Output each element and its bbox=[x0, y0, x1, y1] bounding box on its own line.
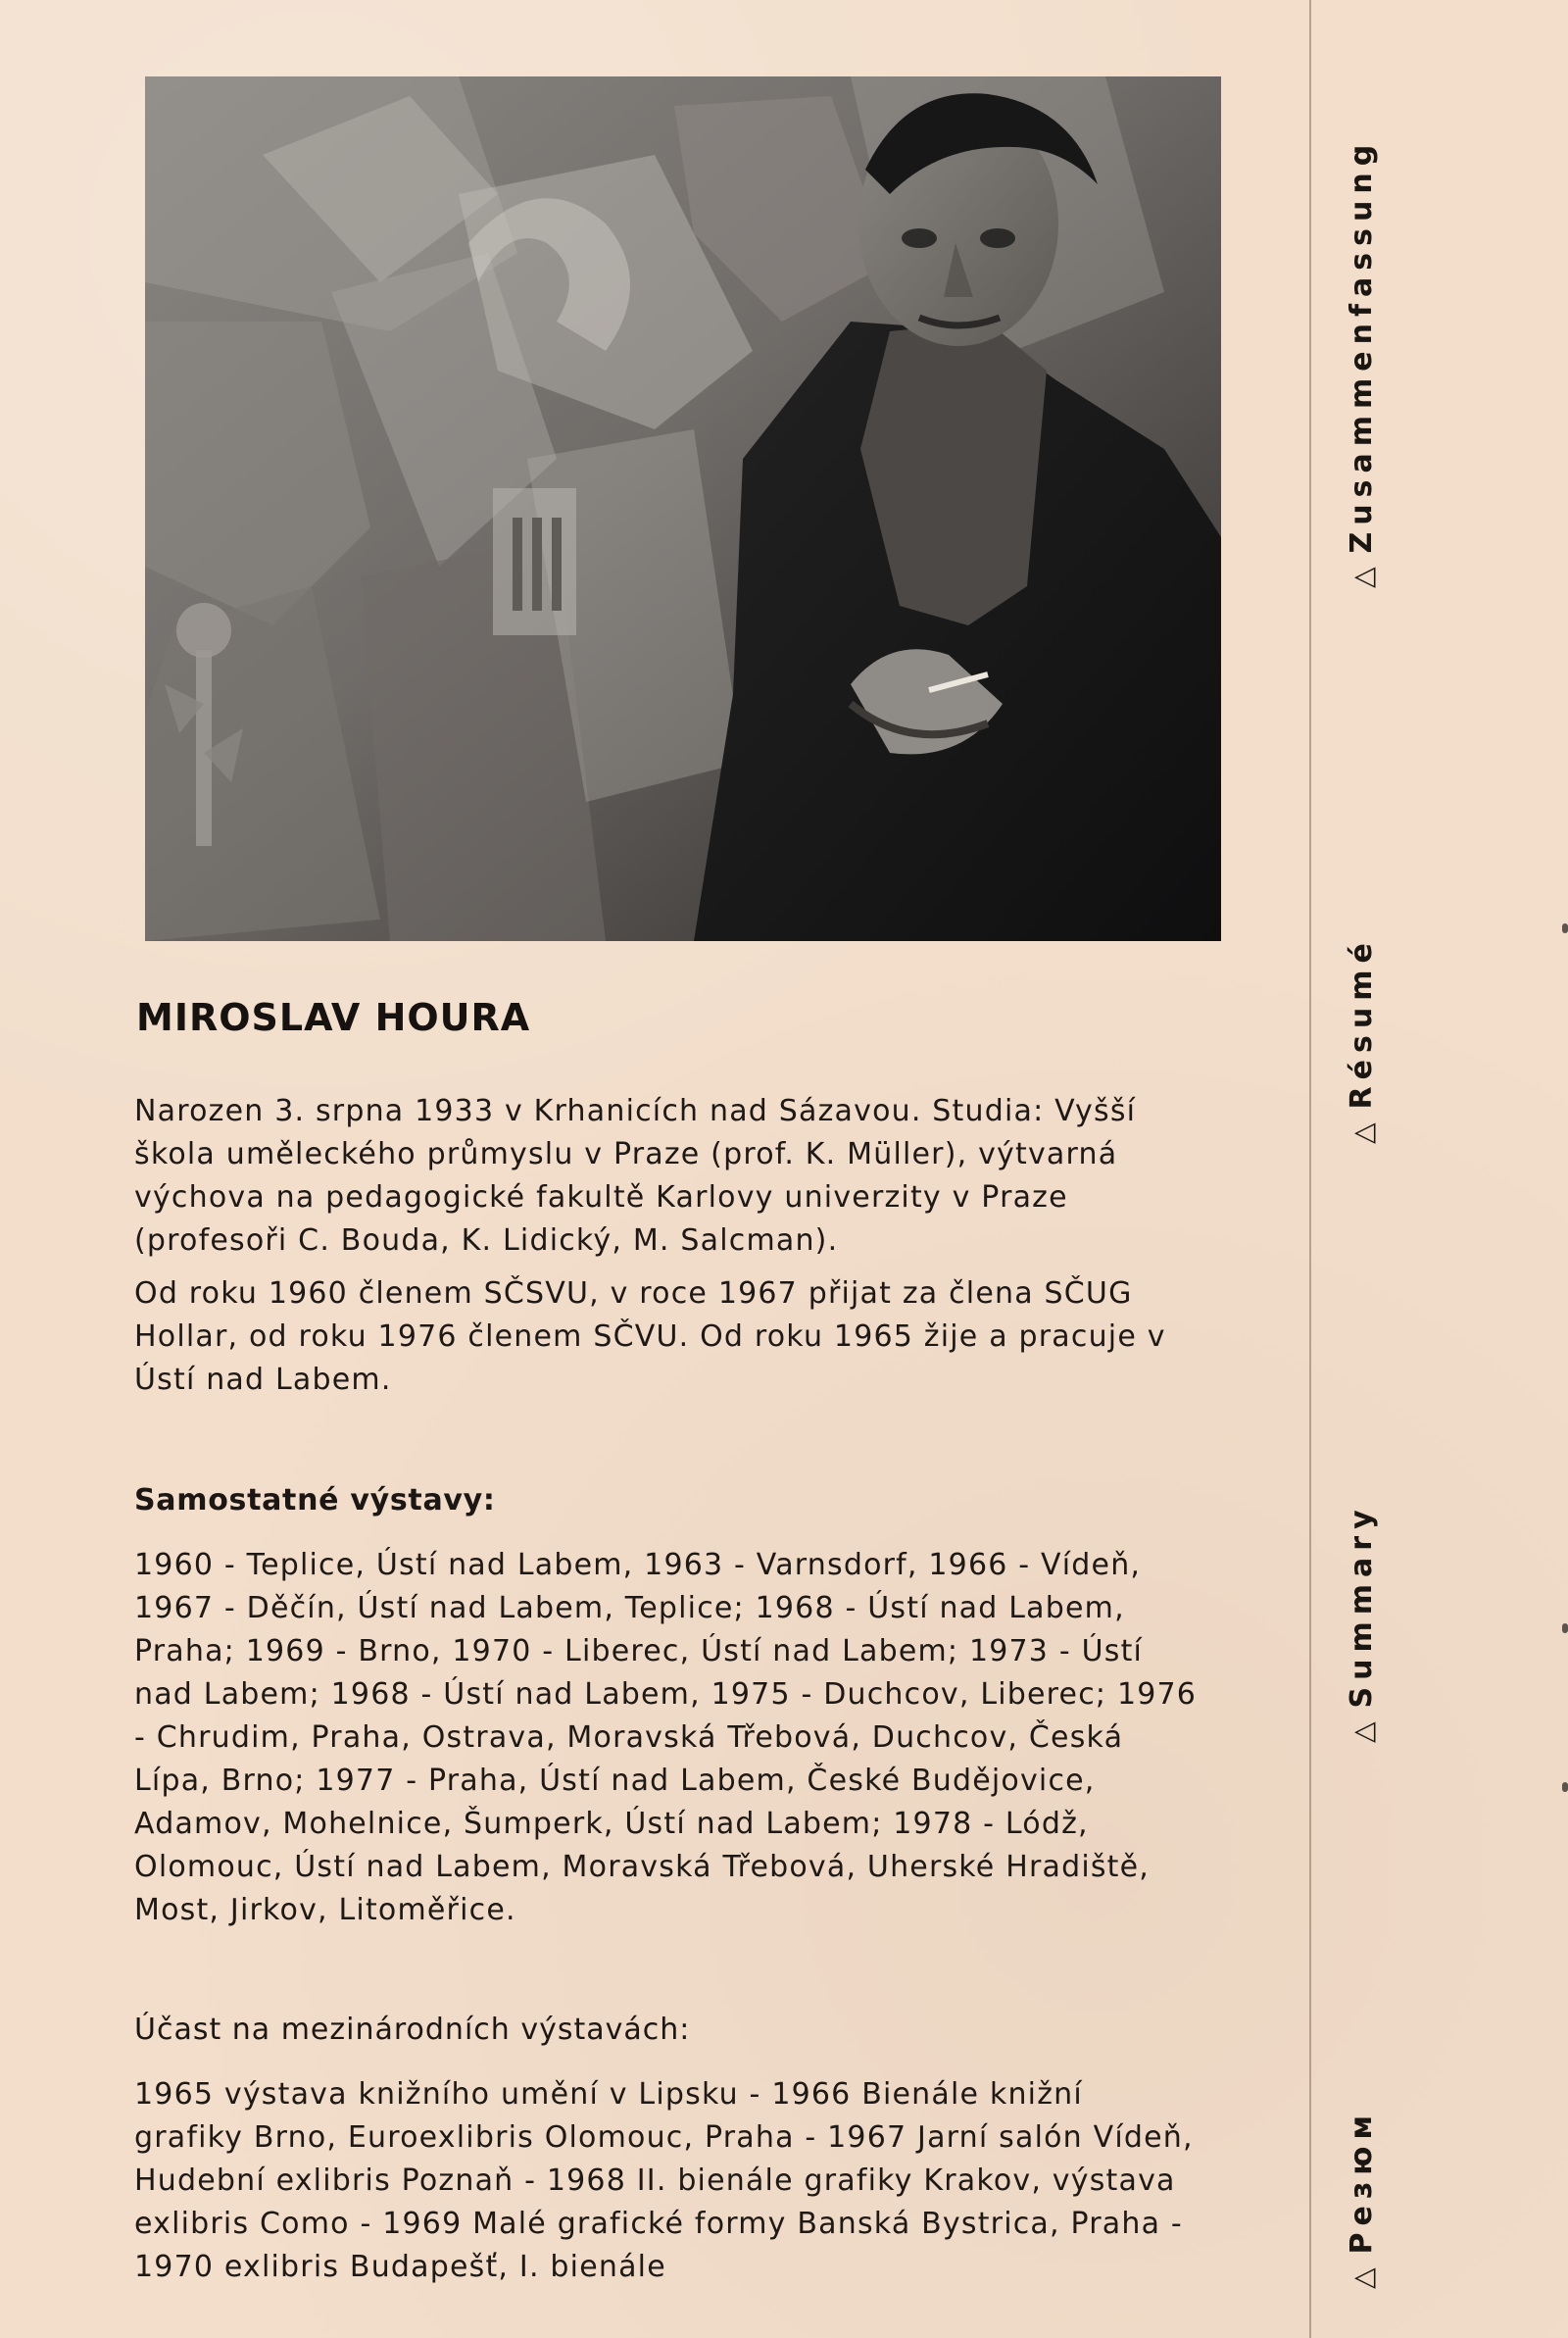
tab-summary[interactable] bbox=[1345, 1503, 1379, 1743]
portrait-photo bbox=[145, 76, 1221, 941]
tab-zusammenfassung[interactable] bbox=[1345, 137, 1379, 588]
triangle-icon: △ bbox=[1347, 1721, 1379, 1743]
scan-mark bbox=[1562, 1782, 1568, 1792]
artist-name: MIROSLAV HOURA bbox=[136, 996, 531, 1039]
scan-mark bbox=[1562, 923, 1568, 933]
international-exhibitions-text: 1965 výstava knižního umění v Lipsku - 1966 Bienále knižní grafiky Brno, Euroexlibris Olomouc, Praha - 1967 Jarní salón Vídeň, Hudební exlibris Poznaň - 1968 II. bienále grafiky Krakov, výstava exlibris Como - 1969 Malé grafické formy Banská Bystrica, Praha - 1970 exlibris Budapešť, I. bienále bbox=[134, 2077, 1194, 2284]
tab-label: Summary bbox=[1345, 1503, 1379, 1709]
triangle-icon: △ bbox=[1347, 2267, 1379, 2289]
triangle-icon: △ bbox=[1347, 1122, 1379, 1144]
solo-exhibitions-text: 1960 - Teplice, Ústí nad Labem, 1963 - Varnsdorf, 1966 - Vídeň, 1967 - Děčín, Ústí nad Labem, Teplice; 1968 - Ústí nad Labem, Praha; 1969 - Brno, 1970 - Liberec, Ústí nad Labem; 1973 - Ústí nad Labem; 1968 - Ústí nad Labem, 1975 - Duchcov, Liberec; 1976 - Chrudim, Praha, Ostrava, Moravská Třebová, Duchcov, Česká Lípa, Brno; 1977 - Praha, Ústí nad Labem, České Budějovice, Adamov, Mohelnice, Šumperk, Ústí nad Labem; 1978 - Lódž, Olomouc, Ústí nad Labem, Moravská Třebová, Uherské Hradiště, Most, Jirkov, Litoměřice. bbox=[134, 1548, 1198, 1927]
triangle-icon: △ bbox=[1347, 567, 1379, 588]
bio-paragraph: Narozen 3. srpna 1933 v Krhanicích nad Sázavou. Studia: Vyšší škola uměleckého průmyslu v Praze (prof. K. Müller), výtvarná výchova na pedagogické fakultě Karlovy univerzity v Praze (profesoři C. Bouda, K. Lidický, M. Salcman). bbox=[134, 1094, 1137, 1258]
tab-resume[interactable] bbox=[1345, 936, 1379, 1144]
international-exhibitions-heading: Účast na mezinárodních výstavách: bbox=[134, 2013, 691, 2047]
tab-label: Резюм bbox=[1345, 2109, 1379, 2255]
tab-rezyume[interactable] bbox=[1345, 2109, 1379, 2289]
bio-paragraph: Od roku 1960 členem SČSVU, v roce 1967 přijat za člena SČUG Hollar, od roku 1976 členem SČVU. Od roku 1965 žije a pracuje v Ústí nad Labem. bbox=[134, 1276, 1166, 1397]
scan-mark bbox=[1562, 1623, 1568, 1633]
tab-label: Zusammenfassung bbox=[1345, 137, 1379, 554]
biography bbox=[134, 1090, 1198, 1412]
tab-label: Résumé bbox=[1345, 936, 1379, 1110]
solo-exhibitions-heading: Samostatné výstavy: bbox=[134, 1483, 496, 1517]
